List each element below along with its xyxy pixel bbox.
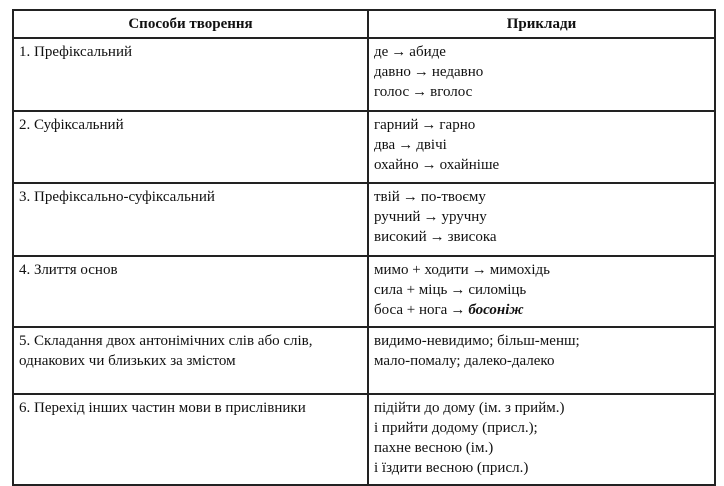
derived-word: двічі bbox=[416, 137, 447, 153]
base-word: гарний bbox=[374, 117, 419, 133]
derived-word: босоніж bbox=[468, 302, 524, 318]
examples-cell bbox=[368, 111, 715, 183]
arrow-icon: → bbox=[450, 282, 466, 298]
base-word: мимо + ходити bbox=[374, 262, 469, 278]
examples-cell bbox=[368, 38, 715, 111]
word-formation-table-wrapper bbox=[12, 9, 716, 486]
derived-word: силоміць bbox=[468, 282, 527, 298]
example-line bbox=[374, 62, 709, 82]
example-line bbox=[374, 227, 709, 247]
examples-cell bbox=[368, 256, 715, 327]
base-word: охайно bbox=[374, 157, 419, 173]
examples-cell bbox=[368, 183, 715, 256]
base-word: високий bbox=[374, 229, 427, 245]
base-word: твій bbox=[374, 189, 400, 205]
base-word: голос bbox=[374, 84, 410, 100]
table-header-row bbox=[13, 10, 715, 38]
header-examples: Приклади bbox=[368, 10, 715, 38]
derived-word: абиде bbox=[409, 44, 446, 60]
arrow-icon: → bbox=[450, 302, 466, 318]
table-row bbox=[13, 183, 715, 256]
arrow-icon: → bbox=[421, 117, 437, 133]
example-line: пахне весною (ім.) bbox=[374, 440, 494, 456]
word-formation-table bbox=[12, 9, 716, 486]
example-line bbox=[374, 187, 709, 207]
derived-word: уручну bbox=[441, 209, 487, 225]
table-row bbox=[13, 38, 715, 111]
example-line: і прийти додому (присл.); bbox=[374, 420, 538, 436]
derived-word: вголос bbox=[430, 84, 473, 100]
arrow-icon: → bbox=[391, 44, 407, 60]
derived-word: недавно bbox=[431, 64, 484, 80]
arrow-icon: → bbox=[413, 64, 429, 80]
table-row bbox=[13, 327, 715, 394]
arrow-icon: → bbox=[421, 157, 437, 173]
derived-word: по-твоєму bbox=[420, 189, 486, 205]
method-cell: 2. Суфіксальний bbox=[13, 111, 368, 183]
method-cell: 3. Префіксально-суфіксальний bbox=[13, 183, 368, 256]
example-line bbox=[374, 155, 709, 175]
arrow-icon: → bbox=[429, 229, 445, 245]
example-line bbox=[374, 135, 709, 155]
example-line: і їздити весною (присл.) bbox=[374, 460, 529, 476]
arrow-icon: → bbox=[402, 189, 418, 205]
derived-word: звисока bbox=[447, 229, 497, 245]
base-word: боса + нога bbox=[374, 302, 448, 318]
base-word: ручний bbox=[374, 209, 421, 225]
arrow-icon: → bbox=[398, 137, 414, 153]
base-word: сила + міць bbox=[374, 282, 448, 298]
base-word: де bbox=[374, 44, 389, 60]
base-word: два bbox=[374, 137, 396, 153]
examples-cell bbox=[368, 327, 715, 394]
example-line bbox=[374, 280, 709, 300]
table-row bbox=[13, 111, 715, 183]
table-row bbox=[13, 394, 715, 485]
arrow-icon: → bbox=[471, 262, 487, 278]
example-line: підійти до дому (ім. з прийм.) bbox=[374, 400, 565, 416]
example-line bbox=[374, 115, 709, 135]
examples-cell bbox=[368, 394, 715, 485]
derived-word: гарно bbox=[439, 117, 476, 133]
example-line bbox=[374, 42, 709, 62]
method-cell: 5. Складання двох антонімічних слів або слів, однакових чи близьких за змістом bbox=[13, 327, 368, 394]
example-line bbox=[374, 207, 709, 227]
example-line bbox=[374, 260, 709, 280]
arrow-icon: → bbox=[423, 209, 439, 225]
arrow-icon: → bbox=[412, 84, 428, 100]
example-line bbox=[374, 82, 709, 102]
method-cell: 6. Перехід інших частин мови в прислівники bbox=[13, 394, 368, 485]
derived-word: охайніше bbox=[439, 157, 500, 173]
header-methods: Способи творення bbox=[13, 10, 368, 38]
method-cell: 4. Злиття основ bbox=[13, 256, 368, 327]
base-word: давно bbox=[374, 64, 411, 80]
example-line bbox=[374, 300, 709, 320]
method-cell: 1. Префіксальний bbox=[13, 38, 368, 111]
table-row bbox=[13, 256, 715, 327]
example-line: мало-помалу; далеко-далеко bbox=[374, 353, 555, 369]
example-line: видимо-невидимо; більш-менш; bbox=[374, 333, 580, 349]
derived-word: мимохідь bbox=[489, 262, 550, 278]
